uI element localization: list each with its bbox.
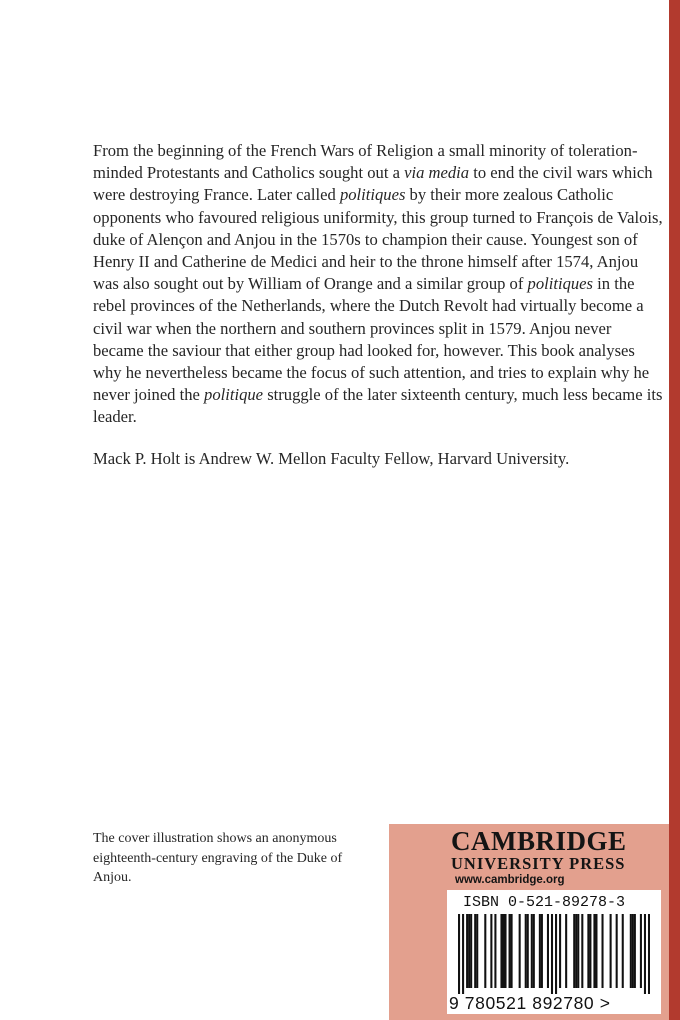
barcode-bar bbox=[462, 914, 464, 994]
barcode-bar bbox=[470, 914, 472, 988]
barcode-bar bbox=[630, 914, 632, 988]
barcode-bar bbox=[559, 914, 561, 988]
ean-digits: 9 780521 892780 > bbox=[449, 993, 611, 1013]
barcode-bar bbox=[494, 914, 496, 988]
blurb-text: struggle of the later sixteenth century, much less became its leader. bbox=[93, 385, 663, 427]
barcode-bar bbox=[573, 914, 575, 988]
barcode-bar bbox=[555, 914, 557, 994]
barcode-bar bbox=[551, 914, 553, 994]
cover-illustration-note: The cover illustration shows an anonymous eighteenth-century engraving of the Duke of Anjou. bbox=[93, 831, 343, 885]
barcode-bar bbox=[504, 914, 506, 988]
barcode-bar bbox=[587, 914, 589, 988]
barcode-bar bbox=[484, 914, 486, 988]
barcode-bar bbox=[581, 914, 583, 988]
blurb-italic-term: politiques bbox=[527, 274, 593, 294]
barcode-bar bbox=[458, 914, 460, 994]
barcode-bar bbox=[622, 914, 624, 988]
barcode-bars bbox=[458, 914, 650, 994]
blurb-italic-term: politique bbox=[204, 385, 264, 405]
author-note: Mack P. Holt is Andrew W. Mellon Faculty Fellow, Harvard University. bbox=[93, 448, 570, 468]
barcode-bar bbox=[589, 914, 591, 988]
publisher-panel bbox=[389, 824, 669, 1020]
barcode-bar bbox=[632, 914, 634, 988]
barcode-bar bbox=[547, 914, 549, 988]
publisher-subtitle: UNIVERSITY PRESS bbox=[451, 854, 626, 873]
barcode-bar bbox=[509, 914, 511, 988]
isbn-label: ISBN 0-521-89278-3 bbox=[463, 894, 626, 911]
spine-edge bbox=[669, 0, 680, 1020]
barcode-bar bbox=[575, 914, 577, 988]
barcode-bar bbox=[640, 914, 642, 988]
barcode-bar bbox=[565, 914, 567, 988]
barcode-bar bbox=[474, 914, 476, 988]
barcode-bar bbox=[519, 914, 521, 988]
barcode-bar bbox=[616, 914, 618, 988]
blurb-text: by their more zealous Catholic opponents who favoured religious uniformity, this group turned to François de Valois, duke of Alençon and Anjou in the 1570s to champion their cause. Youngest son of Henry II and Catherine de Medici and heir to the throne himself after 1574, Anjou was also sought out by William of Orange and a similar group of bbox=[93, 185, 663, 294]
barcode-box bbox=[447, 890, 661, 1014]
blurb-text: to end the civil wars which were destroying France. Later called bbox=[93, 163, 653, 205]
back-cover-blurb bbox=[93, 140, 663, 470]
blurb-italic-term: politiques bbox=[339, 185, 406, 205]
barcode-bar bbox=[527, 914, 529, 988]
barcode-bar bbox=[533, 914, 535, 988]
publisher-url: www.cambridge.org bbox=[455, 874, 565, 886]
barcode-bar bbox=[466, 914, 468, 988]
barcode-bar bbox=[500, 914, 502, 988]
barcode-bar bbox=[541, 914, 543, 988]
barcode-bar bbox=[511, 914, 513, 988]
barcode-bar bbox=[601, 914, 603, 988]
barcode-bar bbox=[525, 914, 527, 988]
barcode-bar bbox=[595, 914, 597, 988]
barcode-bar bbox=[468, 914, 470, 988]
barcode-bar bbox=[648, 914, 650, 994]
blurb-text: From the beginning of the French Wars of Religion a small minority of toleration-minded Protestants and Catholics sought out a bbox=[93, 141, 638, 183]
barcode-bar bbox=[634, 914, 636, 988]
barcode-bar bbox=[593, 914, 595, 988]
barcode-bar bbox=[577, 914, 579, 988]
barcode-bar bbox=[476, 914, 478, 988]
blurb-paragraph bbox=[93, 140, 663, 429]
barcode-bar bbox=[502, 914, 504, 988]
publisher-name: CAMBRIDGE bbox=[451, 826, 627, 856]
barcode-bar bbox=[531, 914, 533, 988]
barcode-bar bbox=[644, 914, 646, 994]
barcode-bar bbox=[490, 914, 492, 988]
blurb-text: in the rebel provinces of the Netherlands, where the Dutch Revolt had virtually become a civil war when the northern and southern provinces split in 1579. Anjou never became the saviour that either group had looked for, however. This book analyses why he nevertheless became the focus of such attention, and tries to explain why he never joined the bbox=[93, 274, 650, 405]
barcode-bar bbox=[610, 914, 612, 988]
blurb-italic-term: via media bbox=[404, 163, 470, 183]
barcode-bar bbox=[539, 914, 541, 988]
